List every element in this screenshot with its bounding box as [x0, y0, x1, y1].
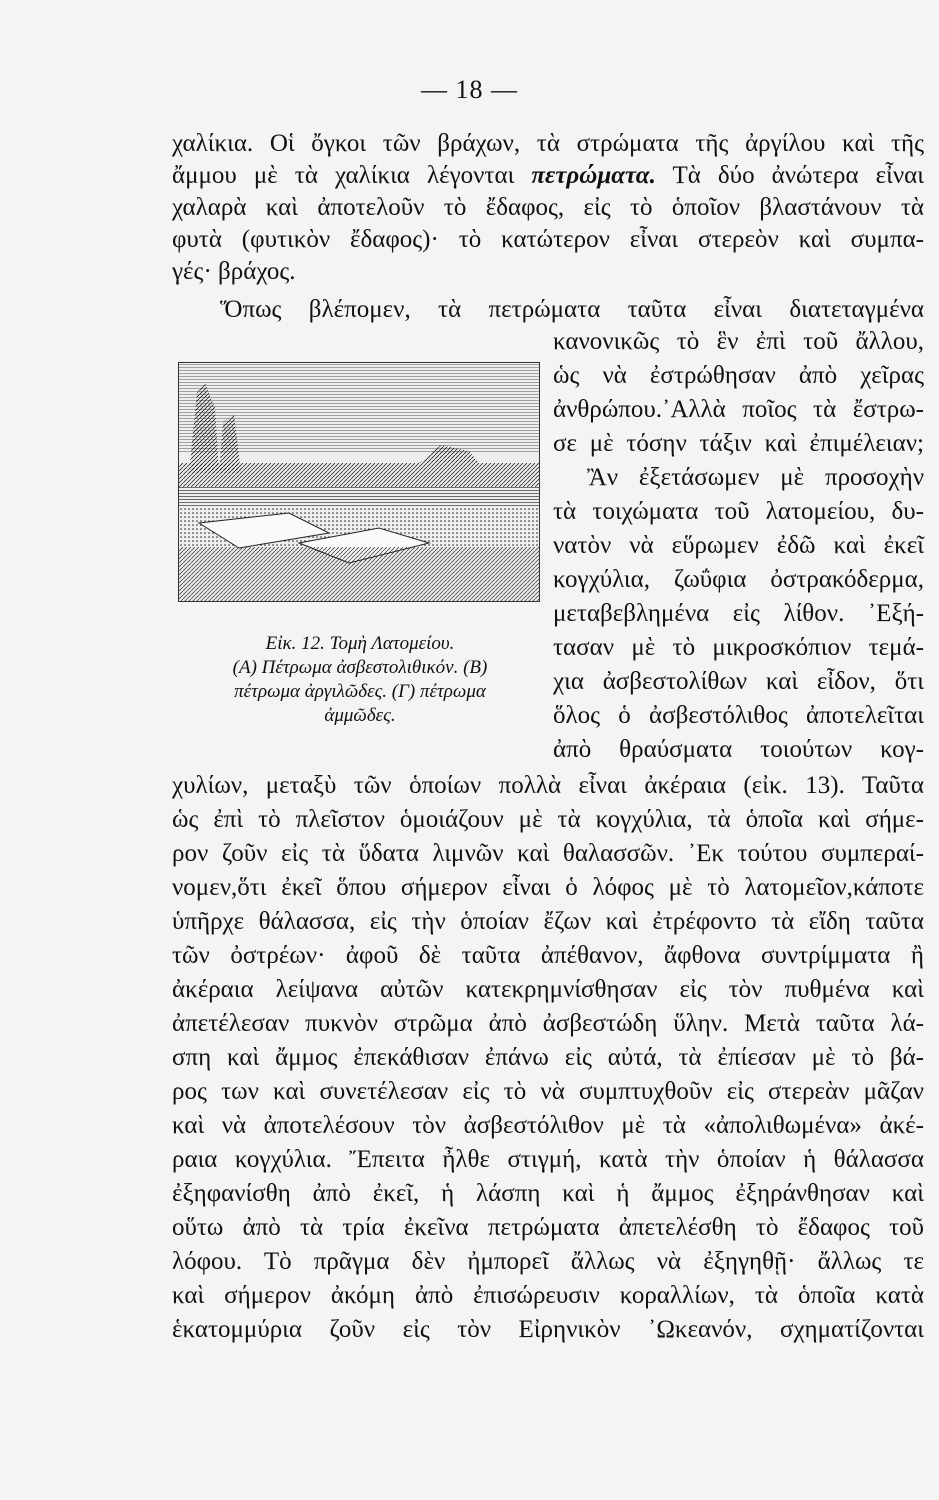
text-line: μεταβεβλημένα εἰς λίθον. ᾿Εξή- [553, 600, 924, 627]
text-line: χαλίκια. Οἱ ὄγκοι τῶν βράχων, τὰ στρώματα τῆς ἀργίλου καὶ τῆς [172, 130, 924, 157]
text-line: καὶ σήμερον ἀκόμη ἀπὸ ἐπισώρευσιν κοραλλίων, τὰ ὁποῖα κατὰ [172, 1282, 924, 1309]
text-line: ὡς ἐπὶ τὸ πλεῖστον ὁμοιάζουν μὲ τὰ κογχύλια, τὰ ὁποῖα καὶ σήμε- [172, 806, 924, 833]
text-line: ἑκατομμύρια ζοῦν εἰς τὸν Εἰρηνικὸν ᾿Ωκεανόν, σχηματίζονται [172, 1316, 924, 1343]
text-line: χυλίων, μεταξὺ τῶν ὁποίων πολλὰ εἶναι ἀκέραια (εἰκ. 13). Ταῦτα [172, 772, 924, 799]
text-line: Ὅπως βλέπομεν, τὰ πετρώματα ταῦτα εἶναι διατεταγμένα [220, 296, 924, 323]
key-term: πετρώματα. [531, 162, 656, 189]
text-line: τῶν ὀστρέων· ἀφοῦ δὲ ταῦτα ἀπέθανον, ἄφθονα συντρίμματα ἢ [172, 942, 924, 969]
text-line: φυτὰ (φυτικὸν ἔδαφος)· τὸ κατώτερον εἶναι στερεὸν καὶ συμπα- [172, 226, 924, 253]
text-line: λόφου. Τὸ πρᾶγμα δὲν ἠμπορεῖ ἄλλως νὰ ἐξηγηθῇ· ἄλλως τε [172, 1248, 924, 1275]
quarry-illustration [178, 362, 540, 602]
text-line: χαλαρὰ καὶ ἀποτελοῦν τὸ ἔδαφος, εἰς τὸ ὁποῖον βλαστάνουν τὰ [172, 194, 924, 221]
text-line: ἐξηφανίσθη ἀπὸ ἐκεῖ, ἡ λάσπη καὶ ἡ ἄμμος ἐξηράνθησαν καὶ [172, 1180, 924, 1207]
text-line: κανονικῶς τὸ ἓν ἐπὶ τοῦ ἄλλου, [553, 328, 924, 355]
text-line: χια ἀσβεστολίθων καὶ εἶδον, ὅτι [553, 668, 924, 695]
text-line: γές· βράχος. [172, 258, 296, 285]
figure-caption-line: πέτρωμα ἀργιλῶδες. (Γ) πέτρωμα [234, 681, 486, 702]
text-line: ἀπὸ θραύσματα τοιούτων κογ- [553, 736, 924, 763]
text-line: ρον ζοῦν εἰς τὰ ὕδατα λιμνῶν καὶ θαλασσῶν. ᾿Εκ τούτου συμπεραί- [172, 840, 924, 867]
figure-caption-line: ἀμμῶδες. [324, 705, 396, 726]
text-line: ἀπετέλεσαν πυκνὸν στρῶμα ἀπὸ ἀσβεστώδη ὕλην. Μετὰ ταῦτα λά- [172, 1010, 924, 1037]
page-number: — 18 — [421, 75, 518, 104]
text-line: ραια κογχύλια. Ἔπειτα ἦλθε στιγμή, κατὰ τὴν ὁποίαν ἡ θάλασσα [172, 1146, 924, 1173]
text-line: ὅλος ὁ ἀσβεστόλιθος ἀποτελεῖται [553, 702, 924, 729]
text-line [172, 160, 924, 192]
text-line: τὰ τοιχώματα τοῦ λατομείου, δυ- [553, 498, 924, 525]
text-line: ἀνθρώπου.᾿Αλλὰ ποῖος τὰ ἔστρω- [553, 396, 924, 423]
text-line: ὡς νὰ ἐστρώθησαν ἀπὸ χεῖρας [553, 362, 924, 389]
text-line: ὑπῆρχε θάλασσα, εἰς τὴν ὁποίαν ἔζων καὶ ἐτρέφοντο τὰ εἴδη ταῦτα [172, 908, 924, 935]
text-line: κογχύλια, ζωΰφια ὀστρακόδερμα, [553, 566, 924, 593]
text-line: σε μὲ τόσην τάξιν καὶ ἐπιμέλειαν; [553, 430, 924, 457]
text-line: οὕτω ἀπὸ τὰ τρία ἐκεῖνα πετρώματα ἀπετελέσθη τὸ ἔδαφος τοῦ [172, 1214, 924, 1241]
text-line: τασαν μὲ τὸ μικροσκόπιον τεμά- [553, 634, 924, 661]
figure-caption-title: Εἰκ. 12. Τομὴ Λατομείου. [265, 633, 455, 654]
quarry-engraving [179, 363, 539, 601]
text-line: Ἂν ἐξετάσωμεν μὲ προσοχὴν [587, 464, 924, 491]
figure-caption-line: (Α) Πέτρωμα ἀσβεστολιθικόν. (Β) [232, 657, 488, 678]
text-line: νομεν,ὅτι ἐκεῖ ὅπου σήμερον εἶναι ὁ λόφος μὲ τὸ λατομεῖον,κάποτε [172, 874, 924, 901]
text-line: ἀκέραια λείψανα αὐτῶν κατεκρημνίσθησαν εἰς τὸν πυθμένα καὶ [172, 976, 924, 1003]
text-line: σπη καὶ ἄμμος ἐπεκάθισαν ἐπάνω εἰς αὐτά, τὰ ἐπίεσαν μὲ τὸ βά- [172, 1044, 924, 1071]
text-line: ρος των καὶ συνετέλεσαν εἰς τὸ νὰ συμπτυχθοῦν εἰς στερεὰν μᾶζαν [172, 1078, 924, 1105]
text-fragment: Τὰ δύο ἀνώτερα εἶναι [672, 162, 924, 189]
text-line: νατὸν νὰ εὕρωμεν ἐδῶ καὶ ἐκεῖ [553, 532, 924, 559]
text-fragment: ἄμμου μὲ τὰ χαλίκια λέγονται [172, 162, 515, 189]
text-line: καὶ νὰ ἀποτελέσουν τὸν ἀσβεστόλιθον μὲ τὰ «ἀπολιθωμένα» ἀκέ- [172, 1112, 924, 1139]
